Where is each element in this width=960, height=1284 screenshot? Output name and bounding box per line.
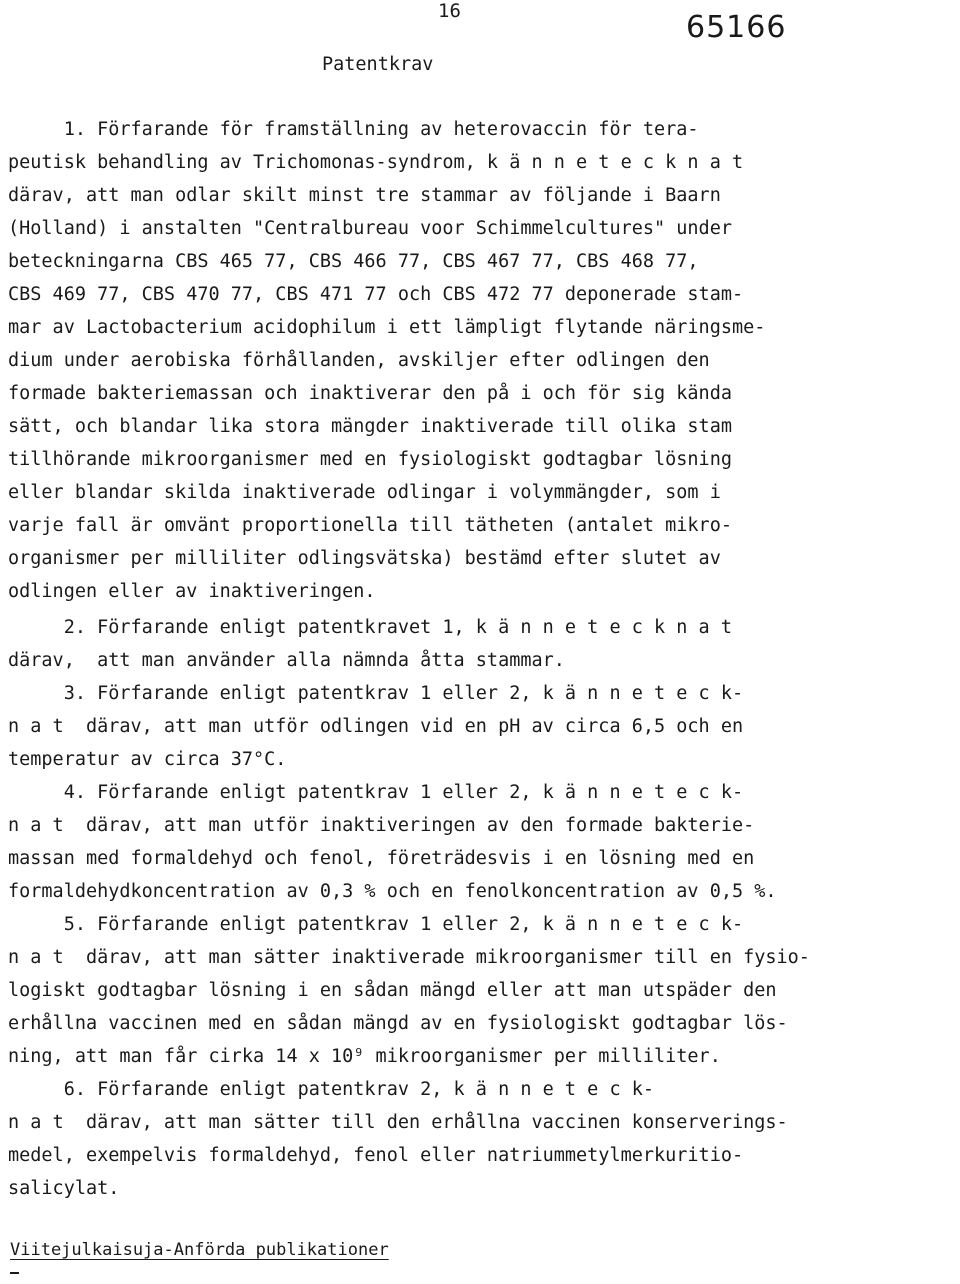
claim-line: tillhörande mikroorganismer med en fysiologiskt godtagbar lösning [8,449,732,470]
claim-line: erhållna vaccinen med en sådan mängd av en fysiologiskt godtagbar lös- [8,1013,788,1034]
document-number: 65166 [686,10,787,45]
claim-line: n a t därav, att man utför inaktiveringen av den formade bakterie- [8,815,755,836]
section-heading: Patentkrav [322,54,434,75]
claim-line: 2. Förfarande enligt patentkravet 1, k ä n n e t e c k n a t [8,617,732,638]
claim-line: n a t därav, att man utför odlingen vid en pH av circa 6,5 och en [8,716,744,737]
claim-line: medel, exempelvis formaldehyd, fenol eller natriummetylmerkuritio- [8,1145,744,1166]
claim-line: 3. Förfarande enligt patentkrav 1 eller 2, k ä n n e t e c k- [8,683,744,704]
claim-line: formade bakteriemassan och inaktiverar den på i och för sig kända [8,383,732,404]
claim-line: n a t därav, att man sätter till den erhållna vaccinen konserverings- [8,1112,788,1133]
claim-line: dium under aerobiska förhållanden, avskiljer efter odlingen den [8,350,710,371]
claim-line: därav, att man odlar skilt minst tre stammar av följande i Baarn [8,185,721,206]
claim-line: ning, att man får cirka 14 x 10⁹ mikroorganismer per milliliter. [8,1046,721,1067]
references-heading: Viitejulkaisuja-Anförda publikationer [10,1240,389,1260]
claim-line: massan med formaldehyd och fenol, företrädesvis i en lösning med en [8,848,755,869]
claim-line: n a t därav, att man sätter inaktiverade mikroorganismer till en fysio- [8,947,810,968]
claim-line: sätt, och blandar lika stora mängder inaktiverade till olika stam [8,416,732,437]
claim-line: beteckningarna CBS 465 77, CBS 466 77, CBS 467 77, CBS 468 77, [8,251,699,272]
page-number: 16 [438,0,461,22]
claim-line: organismer per milliliter odlingsvätska) bestämd efter slutet av [8,548,721,569]
claim-line: logiskt godtagbar lösning i en sådan mängd eller att man utspäder den [8,980,777,1001]
claim-line: mar av Lactobacterium acidophilum i ett lämpligt flytande näringsme- [8,317,766,338]
claim-line: formaldehydkoncentration av 0,3 % och en fenolkoncentration av 0,5 %. [8,881,777,902]
claim-line: 1. Förfarande för framställning av heterovaccin för tera- [8,119,699,140]
claim-line: 4. Förfarande enligt patentkrav 1 eller 2, k ä n n e t e c k- [8,782,744,803]
claim-line: 6. Förfarande enligt patentkrav 2, k ä n n e t e c k- [8,1079,655,1100]
claim-line: temperatur av circa 37°C. [8,749,287,770]
claim-line: salicylat. [8,1178,120,1199]
claim-line: odlingen eller av inaktiveringen. [8,581,376,602]
claim-line: eller blandar skilda inaktiverade odlingar i volymmängder, som i [8,482,721,503]
footer-dash [10,1272,19,1274]
claim-line: peutisk behandling av Trichomonas-syndrom, k ä n n e t e c k n a t [8,152,744,173]
claim-line: därav, att man använder alla nämnda åtta stammar. [8,650,565,671]
claim-line: varje fall är omvänt proportionella till tätheten (antalet mikro- [8,515,732,536]
claim-line: (Holland) i anstalten "Centralbureau voor Schimmelcultures" under [8,218,732,239]
claim-line: CBS 469 77, CBS 470 77, CBS 471 77 och CBS 472 77 deponerade stam- [8,284,744,305]
claim-line: 5. Förfarande enligt patentkrav 1 eller 2, k ä n n e t e c k- [8,914,744,935]
